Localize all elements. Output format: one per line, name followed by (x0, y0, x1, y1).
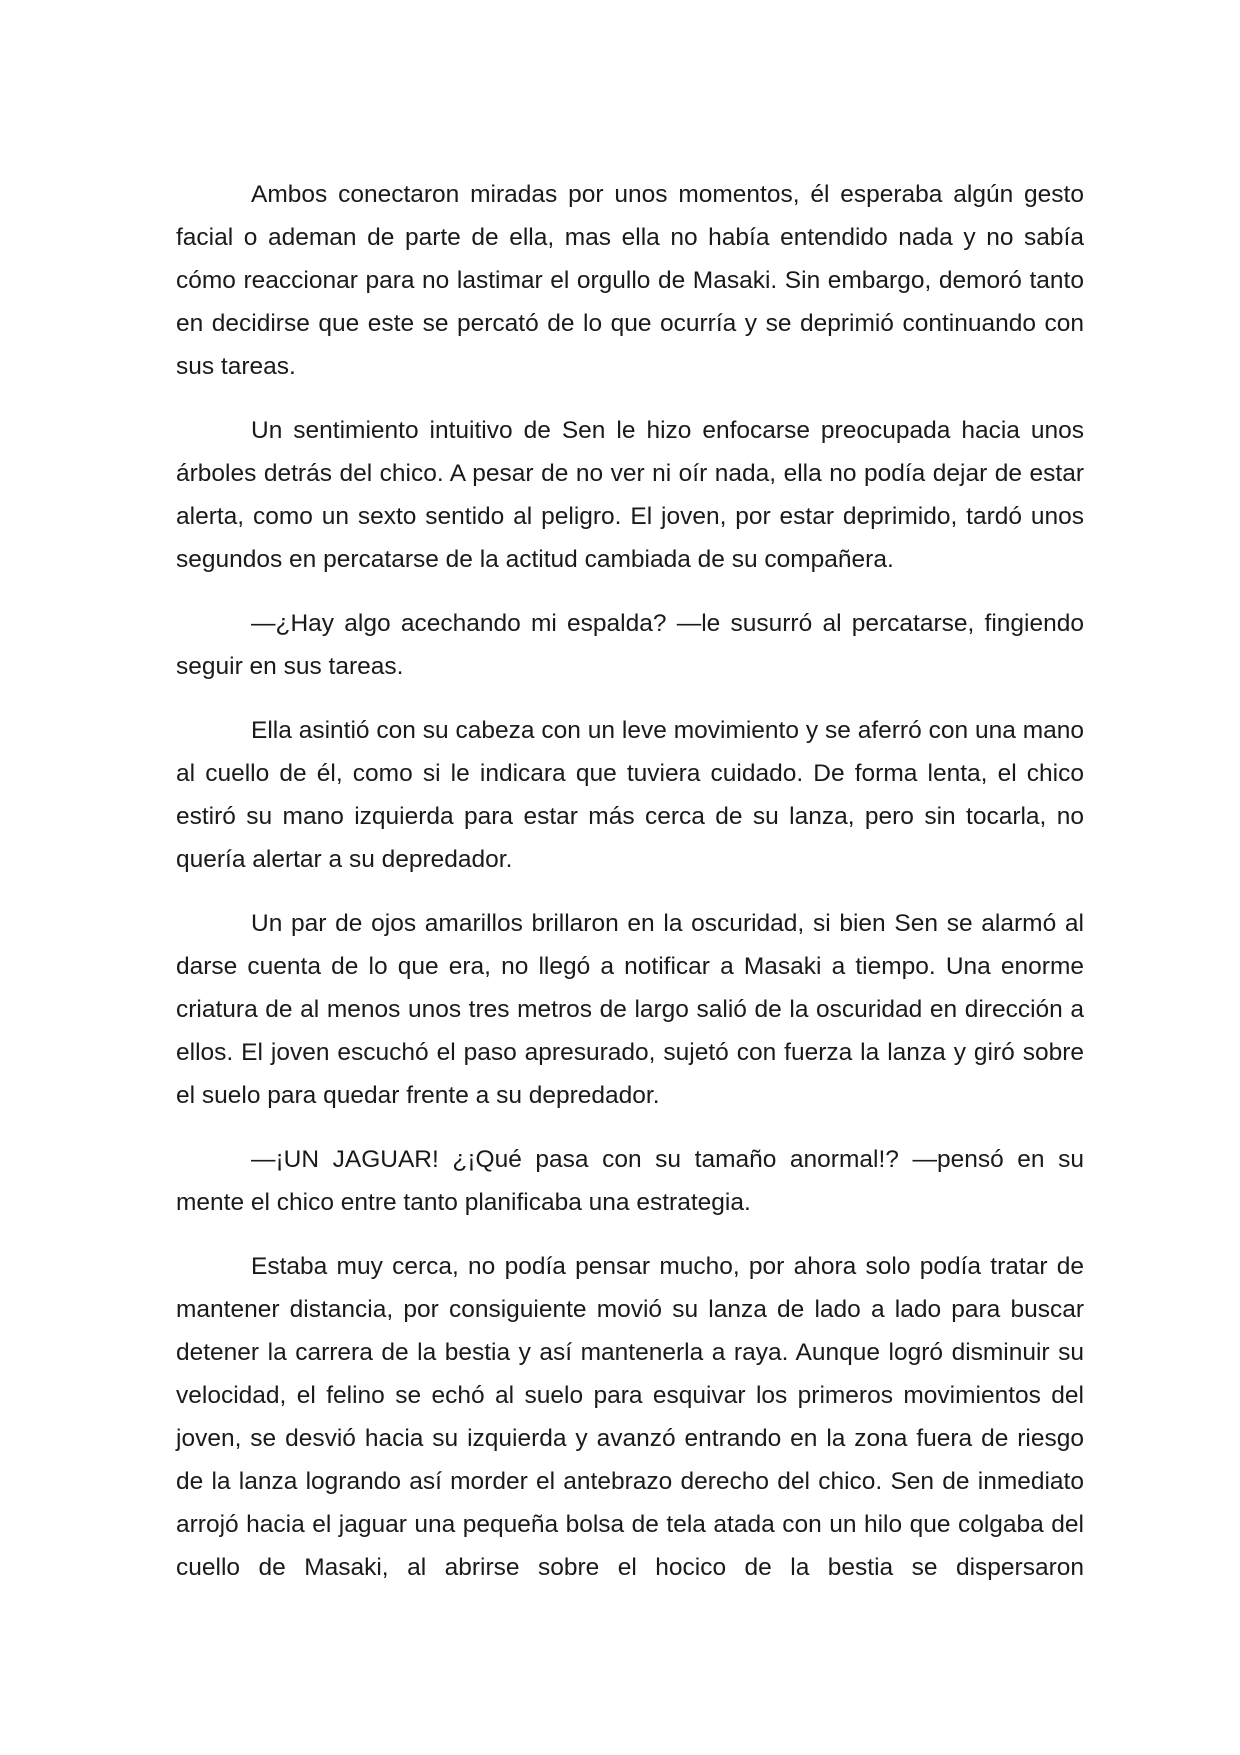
paragraph-6: —¡UN JAGUAR! ¿¡Qué pasa con su tamaño anormal!? —pensó en su mente el chico entre tanto planificaba una estrategia. (176, 1146, 1084, 1216)
paragraph-5: Un par de ojos amarillos brillaron en la oscuridad, si bien Sen se alarmó al darse cuenta de lo que era, no llegó a notificar a Masaki a tiempo. Una enorme criatura de al menos unos tres metros de largo salió de la oscuridad en dirección a ellos. El joven escuchó el paso apresurado, sujetó con fuerza la lanza y giró sobre el suelo para quedar frente a su depredador. (176, 910, 1084, 1109)
paragraph-4: Ella asintió con su cabeza con un leve movimiento y se aferró con una mano al cuello de él, como si le indicara que tuviera cuidado. De forma lenta, el chico estiró su mano izquierda para estar más cerca de su lanza, pero sin tocarla, no quería alertar a su depredador. (176, 717, 1084, 873)
paragraph-1: Ambos conectaron miradas por unos momentos, él esperaba algún gesto facial o ademan de parte de ella, mas ella no había entendido nada y no sabía cómo reaccionar para no lastimar el orgullo de Masaki. Sin embargo, demoró tanto en decidirse que este se percató de lo que ocurría y se deprimió continuando con sus tareas. (176, 181, 1084, 380)
body-text (176, 173, 1084, 1589)
paragraph-7: Estaba muy cerca, no podía pensar mucho, por ahora solo podía tratar de mantener distancia, por consiguiente movió su lanza de lado a lado para buscar detener la carrera de la bestia y así mantenerla a raya. Aunque logró disminuir su velocidad, el felino se echó al suelo para esquivar los primeros movimientos del joven, se desvió hacia su izquierda y avanzó entrando en la zona fuera de riesgo de la lanza logrando así morder el antebrazo derecho del chico. Sen de inmediato arrojó hacia el jaguar una pequeña bolsa de tela atada con un hilo que colgaba del cuello de Masaki, al abrirse sobre el hocico de la bestia se dispersaron (176, 1253, 1084, 1581)
paragraph-3: —¿Hay algo acechando mi espalda? —le susurró al percatarse, fingiendo seguir en sus tareas. (176, 610, 1084, 680)
paragraph-2: Un sentimiento intuitivo de Sen le hizo enfocarse preocupada hacia unos árboles detrás del chico. A pesar de no ver ni oír nada, ella no podía dejar de estar alerta, como un sexto sentido al peligro. El joven, por estar deprimido, tardó unos segundos en percatarse de la actitud cambiada de su compañera. (176, 417, 1084, 573)
